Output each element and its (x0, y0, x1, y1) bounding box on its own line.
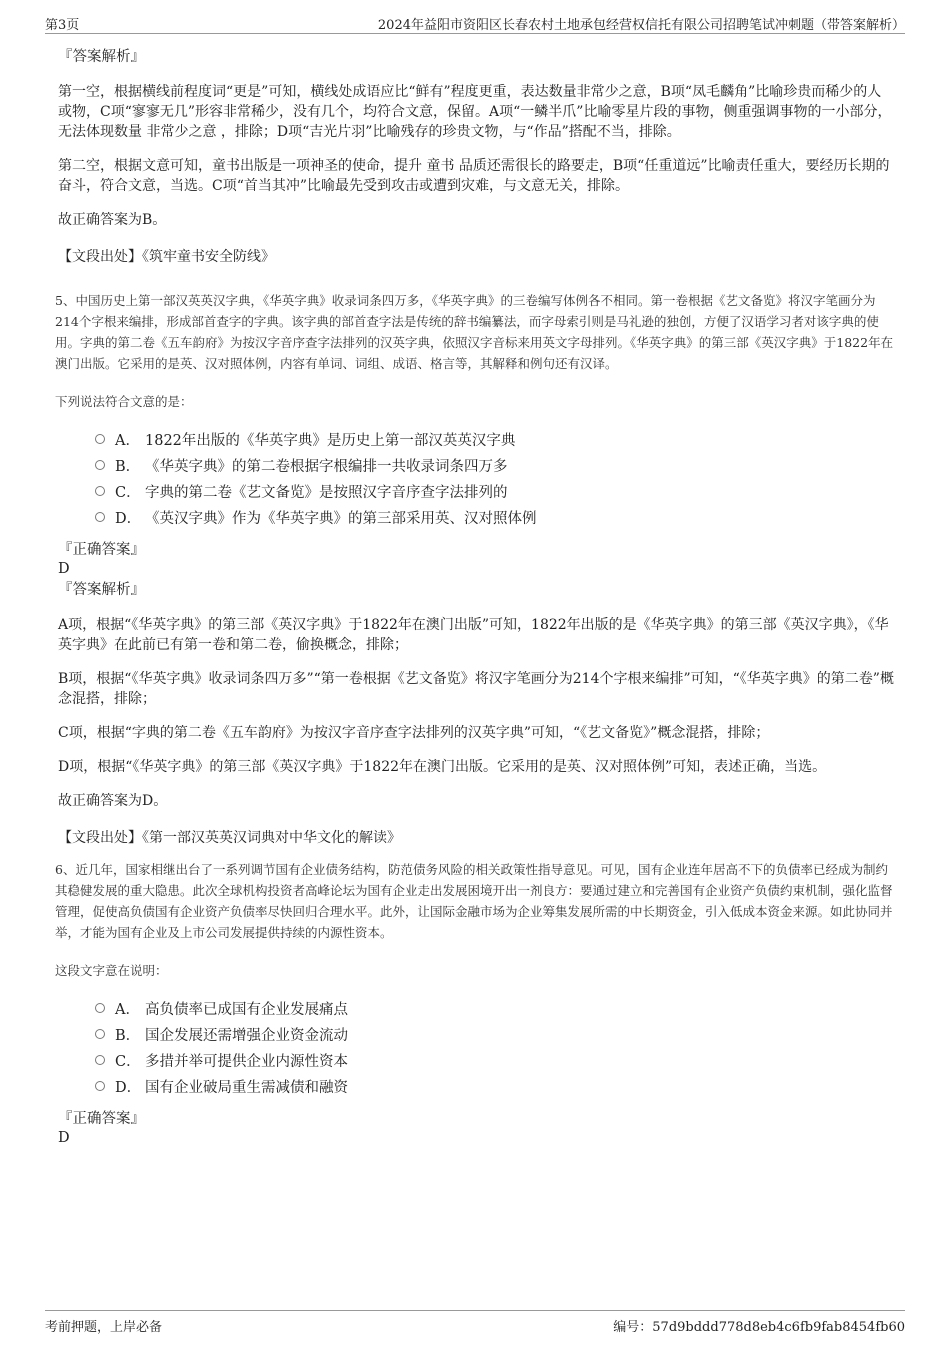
q4-conclusion: 故正确答案为B。 (58, 212, 167, 228)
option-text: 高负债率已成国有企业发展痛点 (145, 1001, 348, 1018)
option-letter: A． (115, 432, 140, 449)
q6-prompt: 这段文字意在说明： (55, 963, 168, 978)
q5-prompt: 下列说法符合文意的是： (55, 394, 193, 409)
page-footer (45, 1310, 905, 1334)
q4-analysis-paragraph: 第二空，根据文意可知，童书出版是一项神圣的使命，提升 童书 品质还需很长的路要走，B项“任重道远”比喻责任重大，要经历长期的奋斗，符合文意，当选。C项“首当其冲”比喻最先受到攻击或遭到灾难，与文意无关，排除。 (58, 158, 890, 194)
q4-analysis-paragraph: 第一空，根据横线前程度词“更是”可知，横线处成语应比“鲜有”程度更重，表达数量非常少之意，B项“凤毛麟角”比喻珍贵而稀少的人或物，C项“寥寥无几”形容非常稀少，没有几个，均符合文意，保留。A项“一鳞半爪”比喻零星片段的事物，侧重强调事物的一小部分，无法体现数量 非常少之意 ，排除；D项“吉光片羽”比喻残存的珍贵文物，与“作品”搭配不当，排除。 (58, 84, 892, 140)
q6-option-c[interactable] (95, 1047, 895, 1073)
q5-analysis-paragraph: C项，根据“字典的第二卷《五车韵府》为按汉字音序查字法排列的汉英字典”可知，“《艺文备览》”概念混搭，排除； (58, 725, 770, 741)
q4-analysis-label: 『答案解析』 (58, 49, 145, 65)
q6-option-d[interactable] (95, 1073, 895, 1099)
radio-button-icon[interactable] (95, 512, 105, 522)
q6-option-b[interactable] (95, 1021, 895, 1047)
document-title: 2024年益阳市资阳区长春农村土地承包经营权信托有限公司招聘笔试冲刺题（带答案解析） (377, 18, 905, 33)
q5-analysis-paragraph: B项，根据“《华英字典》收录词条四万多”“第一卷根据《艺文备览》将汉字笔画分为214个字根来编排”可知，“《华英字典》的第二卷”概念混搭，排除； (58, 671, 894, 707)
q5-analysis-paragraph: D项，根据“《华英字典》的第三部《英汉字典》于1822年在澳门出版。它采用的是英、汉对照体例”可知，表述正确，当选。 (58, 759, 827, 775)
q5-option-d[interactable] (95, 504, 895, 530)
q5-options (95, 426, 895, 530)
q5-answer: D (58, 561, 70, 577)
page-number: 第3页 (45, 18, 80, 33)
option-letter: C． (115, 484, 141, 501)
option-text: 1822年出版的《华英字典》是历史上第一部汉英英汉字典 (145, 432, 516, 449)
radio-button-icon[interactable] (95, 1055, 105, 1065)
page-content (55, 45, 895, 1148)
q5-option-b[interactable] (95, 452, 895, 478)
option-text: 字典的第二卷《艺文备览》是按照汉字音序查字法排列的 (145, 484, 508, 501)
q5-question-text: 5、中国历史上第一部汉英英汉字典，《华英字典》收录词条四万多，《华英字典》的三卷编写体例各不相同。第一卷根据《艺文备览》将汉字笔画分为214个字根来编排，形成部首查字的字典。该字典的部首查字法是传统的辞书编纂法，而字母索引则是马礼逊的独创，方便了汉语学习者对该字典的使用。字典的第二卷《五车韵府》为按汉字音序查字法排列的汉英字典，依照汉字音标来用英文字母排列。《华英字典》的第三部《英汉字典》于1822年在澳门出版。它采用的是英、汉对照体例，内容有单词、词组、成语、格言等，其解释和例句还有汉译。 (55, 293, 894, 371)
option-letter: D． (115, 1079, 142, 1096)
option-letter: B． (115, 1027, 141, 1044)
radio-button-icon[interactable] (95, 1003, 105, 1013)
q4-source: 【文段出处】《筑牢童书安全防线》 (58, 249, 275, 265)
option-letter: B． (115, 458, 141, 475)
document-id: 编号：57d9bddd778d8eb4c6fb9fab8454fb60 (613, 1320, 905, 1335)
option-text: 《华英字典》的第二卷根据字根编排一共收录词条四万多 (145, 458, 508, 475)
radio-button-icon[interactable] (95, 1081, 105, 1091)
radio-button-icon[interactable] (95, 434, 105, 444)
option-letter: D． (115, 510, 142, 527)
q5-analysis-paragraph: A项，根据“《华英字典》的第三部《英汉字典》于1822年在澳门出版”可知，1822年出版的是《华英字典》的第三部《英汉字典》，《华英字典》在此前已有第一卷和第二卷，偷换概念，排除； (58, 617, 889, 653)
q5-source: 【文段出处】《第一部汉英英汉词典对中华文化的解读》 (58, 830, 401, 846)
q5-analysis-label: 『答案解析』 (58, 582, 145, 598)
q6-answer: D (58, 1130, 70, 1146)
option-text: 《英汉字典》作为《华英字典》的第三部采用英、汉对照体例 (145, 510, 537, 527)
radio-button-icon[interactable] (95, 486, 105, 496)
option-text: 国有企业破局重生需减债和融资 (145, 1079, 348, 1096)
q5-conclusion: 故正确答案为D。 (58, 793, 168, 809)
q6-options (95, 995, 895, 1099)
option-letter: C． (115, 1053, 141, 1070)
q5-option-c[interactable] (95, 478, 895, 504)
page-header (45, 12, 905, 34)
q5-option-a[interactable] (95, 426, 895, 452)
q6-option-a[interactable] (95, 995, 895, 1021)
q5-answer-label: 『正确答案』 (58, 542, 145, 558)
q6-answer-label: 『正确答案』 (58, 1111, 145, 1127)
option-text: 多措并举可提供企业内源性资本 (145, 1053, 348, 1070)
footer-slogan: 考前押题，上岸必备 (45, 1320, 163, 1335)
radio-button-icon[interactable] (95, 460, 105, 470)
q6-question-text: 6、近几年，国家相继出台了一系列调节国有企业债务结构，防范债务风险的相关政策性指导意见。可见，国有企业连年居高不下的负债率已经成为制约其稳健发展的重大隐患。此次全球机构投资者高峰论坛为国有企业走出发展困境开出一剂良方：要通过建立和完善国有企业资产负债约束机制，强化监督管理，促使高负债国有企业资产负债率尽快回归合理水平。此外，让国际金融市场为企业筹集发展所需的中长期资金，引入低成本资金来源。如此协同并举，才能为国有企业及上市公司发展提供持续的内源性资本。 (55, 862, 893, 940)
option-text: 国企发展还需增强企业资金流动 (145, 1027, 348, 1044)
radio-button-icon[interactable] (95, 1029, 105, 1039)
option-letter: A． (115, 1001, 140, 1018)
